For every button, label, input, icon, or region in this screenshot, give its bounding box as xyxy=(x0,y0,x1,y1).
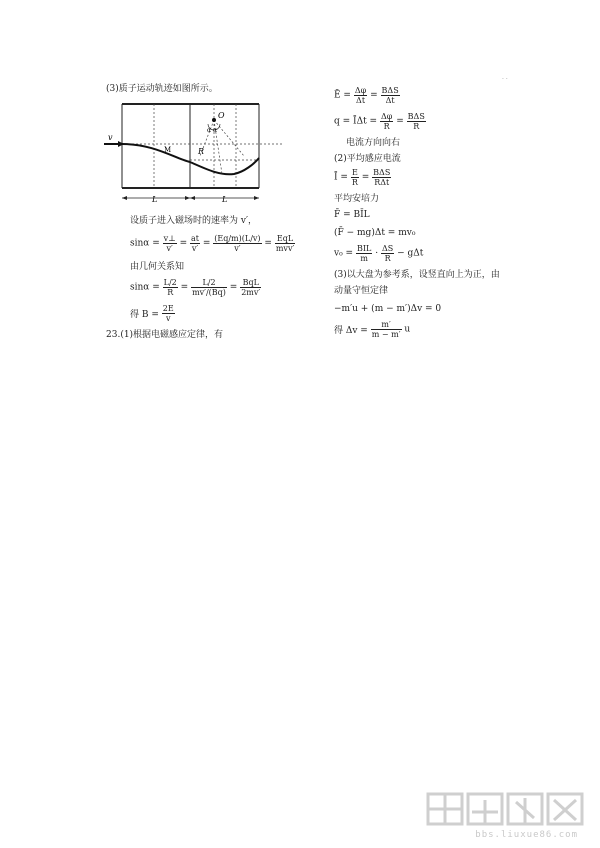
force-equation: F̄ = BĪL xyxy=(334,210,370,220)
velocity-arrow-icon xyxy=(118,141,124,147)
center-point xyxy=(212,118,216,122)
current-direction: 电流方向向右 xyxy=(346,138,401,148)
label-l1: L xyxy=(152,195,158,204)
label-v: v xyxy=(108,133,113,142)
q3-line-1: (3)以大盘为参考系，设竖直向上为正，由 xyxy=(334,270,500,280)
label-r: R xyxy=(198,147,205,156)
avg-force-label: 平均安培力 xyxy=(334,194,380,204)
sin-equation-2: sinα = $\frac{L/2}{R}$ = $\frac{L/2}{mv'/(Bq)}$ = $\frac{\text{BqL}}{2mv'}$ xyxy=(130,278,261,297)
q23-line: 23.(1)根据电磁感应定律，有 xyxy=(106,330,224,340)
emf-equation: Ē = $\frac{\Delta\varphi}{\Delta t}$ = $\frac{\text{BΔS}}{\Delta t}$ xyxy=(334,86,399,105)
q2-heading: (2)平均感应电流 xyxy=(334,154,401,164)
q3-line-2: 动量守恒定律 xyxy=(334,286,389,296)
dv-result: 得 Δv = $\frac{m'}{m - m'}$ u xyxy=(334,320,411,339)
corner-mark: · · xyxy=(502,76,508,83)
geometry-line: 由几何关系知 xyxy=(130,262,185,272)
watermark-url: bbs.liuxue86.com xyxy=(475,830,578,840)
v0-equation: v₀ = $\frac{\text{BIL}}{m}$ · $\frac{\Delta S}{R}$ − gΔt xyxy=(334,244,424,263)
charge-equation: q = ĪΔt = $\frac{\Delta\varphi}{R}$ = $\frac{\text{BΔS}}{R}$ xyxy=(334,112,425,131)
b-result: 得 B = $\frac{2E}{v}$ xyxy=(130,304,174,323)
label-l2: L xyxy=(222,195,228,204)
avg-current-equation: Ī = $\frac{E}{R}$ = $\frac{\text{BΔS}}{\text{RΔt}}$ xyxy=(334,168,391,187)
label-o: O xyxy=(218,111,225,120)
q3-heading: (3)质子运动轨迹如图所示。 xyxy=(106,84,218,94)
impulse-equation: (F̄ − mg)Δt = mv₀ xyxy=(334,228,416,238)
label-m: M xyxy=(164,146,172,154)
speed-line: 设质子进入磁场时的速率为 v′， xyxy=(130,216,257,226)
label-alpha: α α xyxy=(207,127,218,134)
momentum-equation: −m′u + (m − m′)Δv = 0 xyxy=(334,304,442,314)
trajectory-diagram xyxy=(104,100,284,210)
sin-equation-1: sinα = $\frac{v\perp}{v'}$ = $\frac{at}{v'}$ = $\frac{(Eq/m)(L/v)}{v'}$ = $\frac{\text{EqL}}{\text{mvv′}}$ xyxy=(130,234,295,253)
